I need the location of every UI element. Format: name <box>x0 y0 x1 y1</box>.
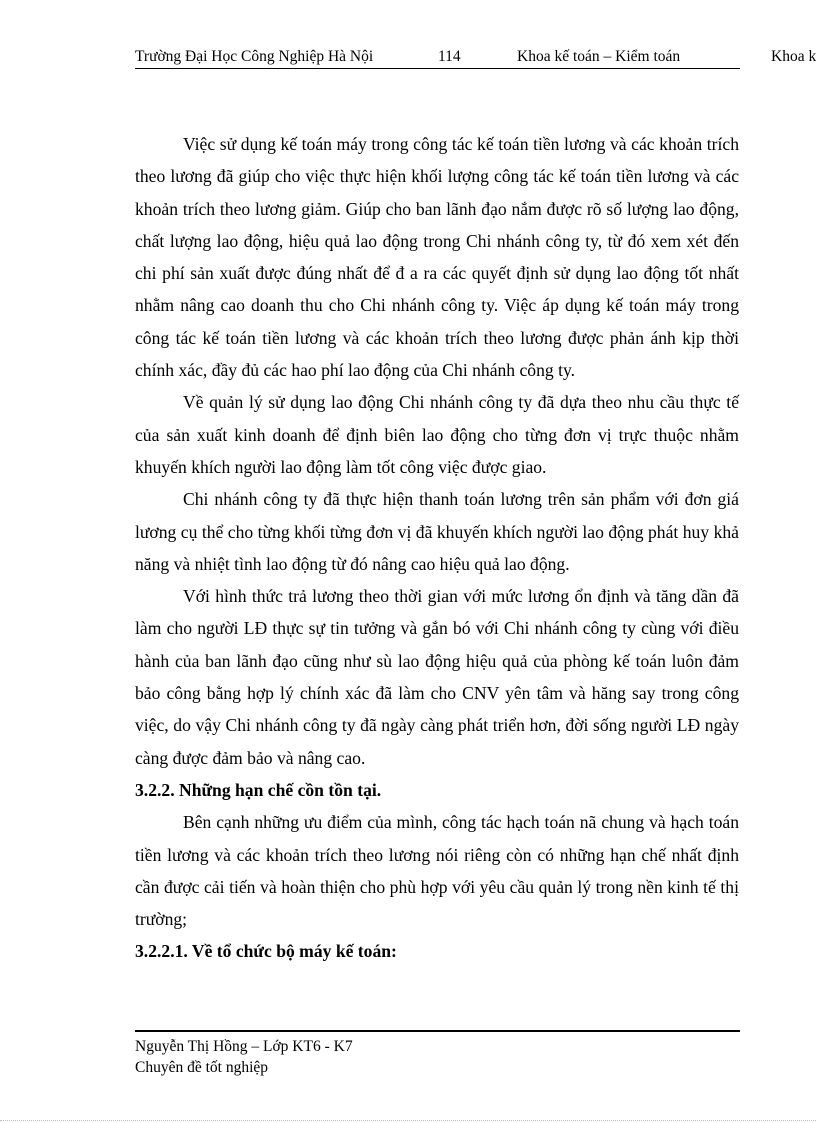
section-heading: 3.2.2. Những hạn chế cồn tồn tại. <box>135 779 382 800</box>
paragraph: Bên cạnh những ưu điểm của mình, công tác hạch toán nã chung và hạch toán tiền lương và các khoản trích theo lương nói riêng còn có những hạn chế nhất định cần được cải tiến và hoàn thiện cho phù hợp với yêu cầu quản lý trong nền kinh tế thị trường; <box>135 812 739 930</box>
footer-divider <box>135 1030 740 1032</box>
footer-document-type: Chuyên đề tốt nghiệp <box>135 1059 269 1076</box>
header-divider <box>135 68 740 69</box>
subsection-heading: 3.2.2.1. Về tổ chức bộ máy kế toán: <box>135 941 397 962</box>
header-school-name: Trường Đại Học Công Nghiệp Hà Nội <box>135 48 374 65</box>
paragraph: Việc sử dụng kế toán máy trong công tác kế toán tiền lương và các khoản trích theo lương đã giúp cho việc thực hiện khối lượng công tác kế toán tiền lương và các khoản trích theo lương giảm. Giúp cho ban lãnh đạo nắm được rõ số lượng lao động, chất lượng lao động, hiệu quả lao động trong Chi nhánh công ty, từ đó xem xét đến chi phí sản xuất được đúng nhất để đ a ra các quyết định sử dụng lao động tốt nhất nhằm nâng cao doanh thu cho Chi nhánh công ty. Việc áp dụng kế toán máy trong công tác kế toán tiền lương và các khoản trích theo lương được phản ánh kịp thời chính xác, đầy đủ các hao phí lao động của Chi nhánh công ty. <box>135 134 739 381</box>
document-body <box>135 128 739 968</box>
header-department-repeat: Khoa k <box>771 48 816 65</box>
paragraph: Với hình thức trả lương theo thời gian với mức lương ổn định và tăng dần đã làm cho người LĐ thực sự tin tưởng và gắn bó với Chi nhánh công ty cùng với điều hành của ban lãnh đạo cũng như sù lao động hiệu quả của phòng kế toán luôn đảm bảo công bằng hợp lý chính xác đã làm cho CNV yên tâm và hăng say trong công việc, do vậy Chi nhánh công ty đã ngày càng phát triển hơn, đời sống người LĐ ngày càng được đảm bảo và nâng cao. <box>135 586 739 768</box>
page-bottom-border <box>0 1120 816 1121</box>
page-header <box>135 48 816 70</box>
page-footer <box>135 1036 353 1078</box>
paragraph: Về quản lý sử dụng lao động Chi nhánh công ty đã dựa theo nhu cầu thực tế của sản xuất kinh doanh để định biên lao động cho từng đơn vị trực thuộc nhằm khuyến khích người lao động làm tốt công việc được giao. <box>135 392 739 477</box>
footer-author: Nguyễn Thị Hồng – Lớp KT6 - K7 <box>135 1038 353 1055</box>
paragraph: Chi nhánh công ty đã thực hiện thanh toán lương trên sản phẩm với đơn giá lương cụ thể cho từng khối từng đơn vị đã khuyến khích người lao động phát huy khả năng và nhiệt tình lao động từ đó nâng cao hiệu quả lao động. <box>135 489 739 574</box>
header-department: Khoa kế toán – Kiểm toán <box>517 48 681 65</box>
header-page-number: 114 <box>438 48 461 65</box>
